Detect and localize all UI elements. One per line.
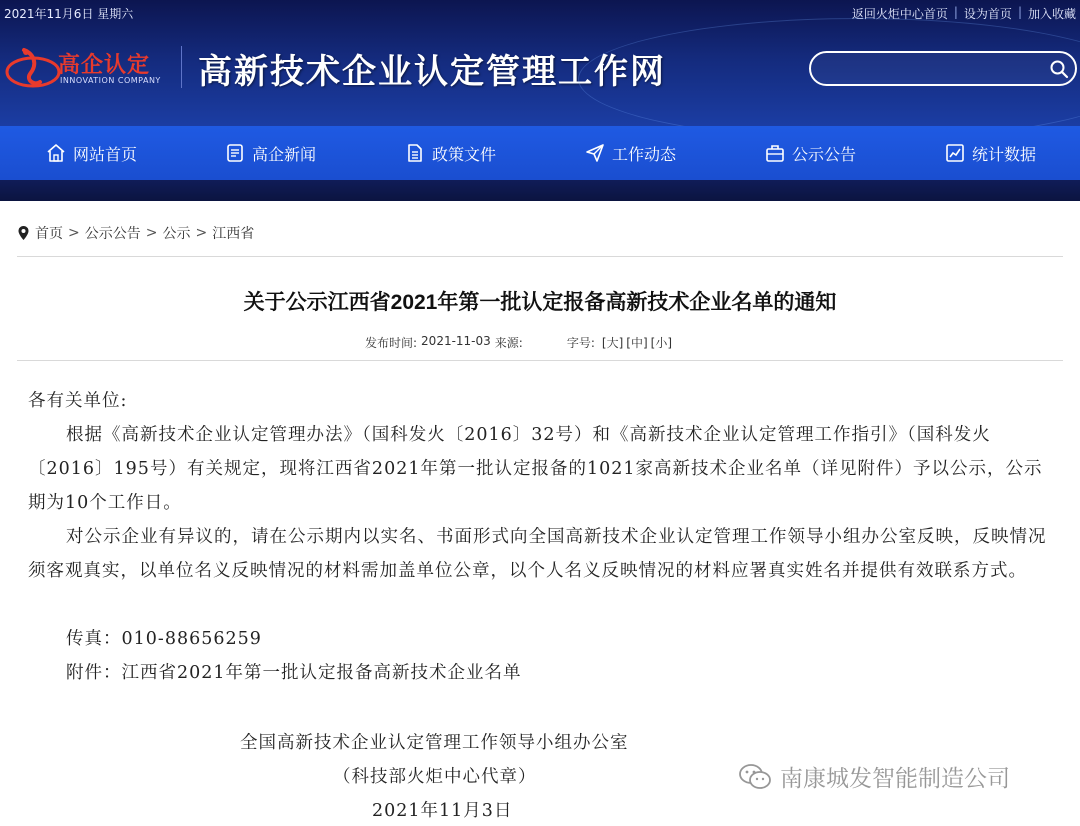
font-size-medium-button[interactable]: [中] (626, 336, 648, 350)
site-title: 高新技术企业认定管理工作网 (198, 52, 666, 92)
fax-line: 传真：010-88656259 (66, 629, 262, 649)
logo-brand-text: 高企认定 (58, 53, 151, 78)
publish-date: 2021-11-03 (421, 334, 491, 348)
nav-item-policy[interactable] (405, 126, 496, 180)
logo-divider (181, 46, 182, 88)
divider (17, 256, 1063, 257)
nav-item-label: 政策文件 (432, 144, 497, 164)
site-header (0, 0, 1080, 126)
news-icon (225, 143, 245, 163)
chart-icon (945, 143, 965, 163)
nav-item-statistics[interactable] (945, 126, 1036, 180)
breadcrumb-publicity[interactable]: 公示 (162, 226, 191, 242)
font-size-small-button[interactable]: [小] (650, 336, 673, 350)
search-icon[interactable] (1049, 59, 1069, 79)
breadcrumb (17, 223, 254, 243)
search-input[interactable] (825, 58, 1045, 80)
nav-item-label: 网站首页 (73, 144, 138, 164)
logo-subtitle: INNOVATION COMPANY (60, 76, 161, 85)
article-title: 关于公示江西省2021年第一批认定报备高新技术企业名单的通知 (243, 291, 837, 314)
set-homepage-link[interactable]: 设为首页 (963, 7, 1012, 21)
top-bar (0, 0, 1080, 24)
separator: | (953, 5, 958, 19)
current-date: 2021年11月6日 星期六 (4, 7, 134, 21)
send-icon (585, 143, 605, 163)
nav-item-announcements[interactable] (765, 126, 856, 180)
source-label: 来源: (494, 336, 523, 350)
nav-item-label: 工作动态 (612, 144, 677, 164)
wechat-icon (738, 763, 772, 791)
document-icon (405, 143, 425, 163)
location-pin-icon (17, 225, 30, 241)
breadcrumb-separator: > (145, 225, 158, 241)
signature-agent: （科技部火炬中心代章） (333, 767, 537, 787)
nav-item-work-updates[interactable] (585, 126, 676, 180)
site-logo[interactable] (4, 40, 172, 94)
font-size-large-button[interactable]: [大] (601, 336, 624, 350)
breadcrumb-jiangxi[interactable]: 江西省 (212, 226, 255, 242)
paragraph-2: 对公示企业有异议的，请在公示期内以实名、书面形式向全国高新技术企业认定管理工作领导小组办公室反映，反映情况须客观真实，以单位名义反映情况的材料需加盖单位公章，以个人名义反映情况的材料应署真实姓名并提供有效联系方式。 (28, 527, 1047, 581)
breadcrumb-separator: > (68, 225, 80, 241)
signature-organization: 全国高新技术企业认定管理工作领导小组办公室 (240, 733, 629, 753)
watermark (738, 760, 1010, 793)
font-size-label: 字号: (566, 336, 595, 350)
divider (17, 360, 1063, 361)
top-links (852, 5, 1076, 22)
briefcase-icon (765, 143, 785, 163)
breadcrumb-separator: > (195, 225, 208, 241)
article-meta (365, 334, 672, 351)
search-box[interactable] (809, 51, 1077, 86)
add-favorite-link[interactable]: 加入收藏 (1027, 7, 1076, 21)
logo-swirl-icon (4, 44, 62, 92)
watermark-text: 南康城发智能制造公司 (780, 766, 1010, 792)
publish-time-label: 发布时间: (365, 336, 418, 350)
breadcrumb-announcements[interactable]: 公示公告 (84, 226, 141, 242)
nav-item-label: 高企新闻 (252, 144, 317, 164)
nav-item-label: 公示公告 (792, 144, 857, 164)
salutation: 各有关单位: (28, 391, 128, 411)
home-icon (46, 143, 66, 163)
separator: | (1017, 5, 1022, 19)
main-nav (0, 126, 1080, 180)
meta-spacer (527, 334, 567, 351)
breadcrumb-home[interactable]: 首页 (35, 226, 63, 242)
header-band (0, 180, 1080, 201)
nav-item-news[interactable] (225, 126, 316, 180)
nav-item-label: 统计数据 (972, 144, 1037, 164)
back-to-torch-home-link[interactable]: 返回火炬中心首页 (851, 7, 948, 21)
nav-item-home[interactable] (46, 126, 137, 180)
paragraph-1: 根据《高新技术企业认定管理办法》（国科发火〔2016〕32号）和《高新技术企业认定管理工作指引》（国科发火〔2016〕195号）有关规定，现将江西省2021年第一批认定报备的1021家高新技术企业名单（详见附件）予以公示，公示期为10个工作日。 (28, 425, 1043, 513)
attachment-line: 附件：江西省2021年第一批认定报备高新技术企业名单 (66, 663, 522, 683)
signature-date: 2021年11月3日 (372, 801, 513, 821)
